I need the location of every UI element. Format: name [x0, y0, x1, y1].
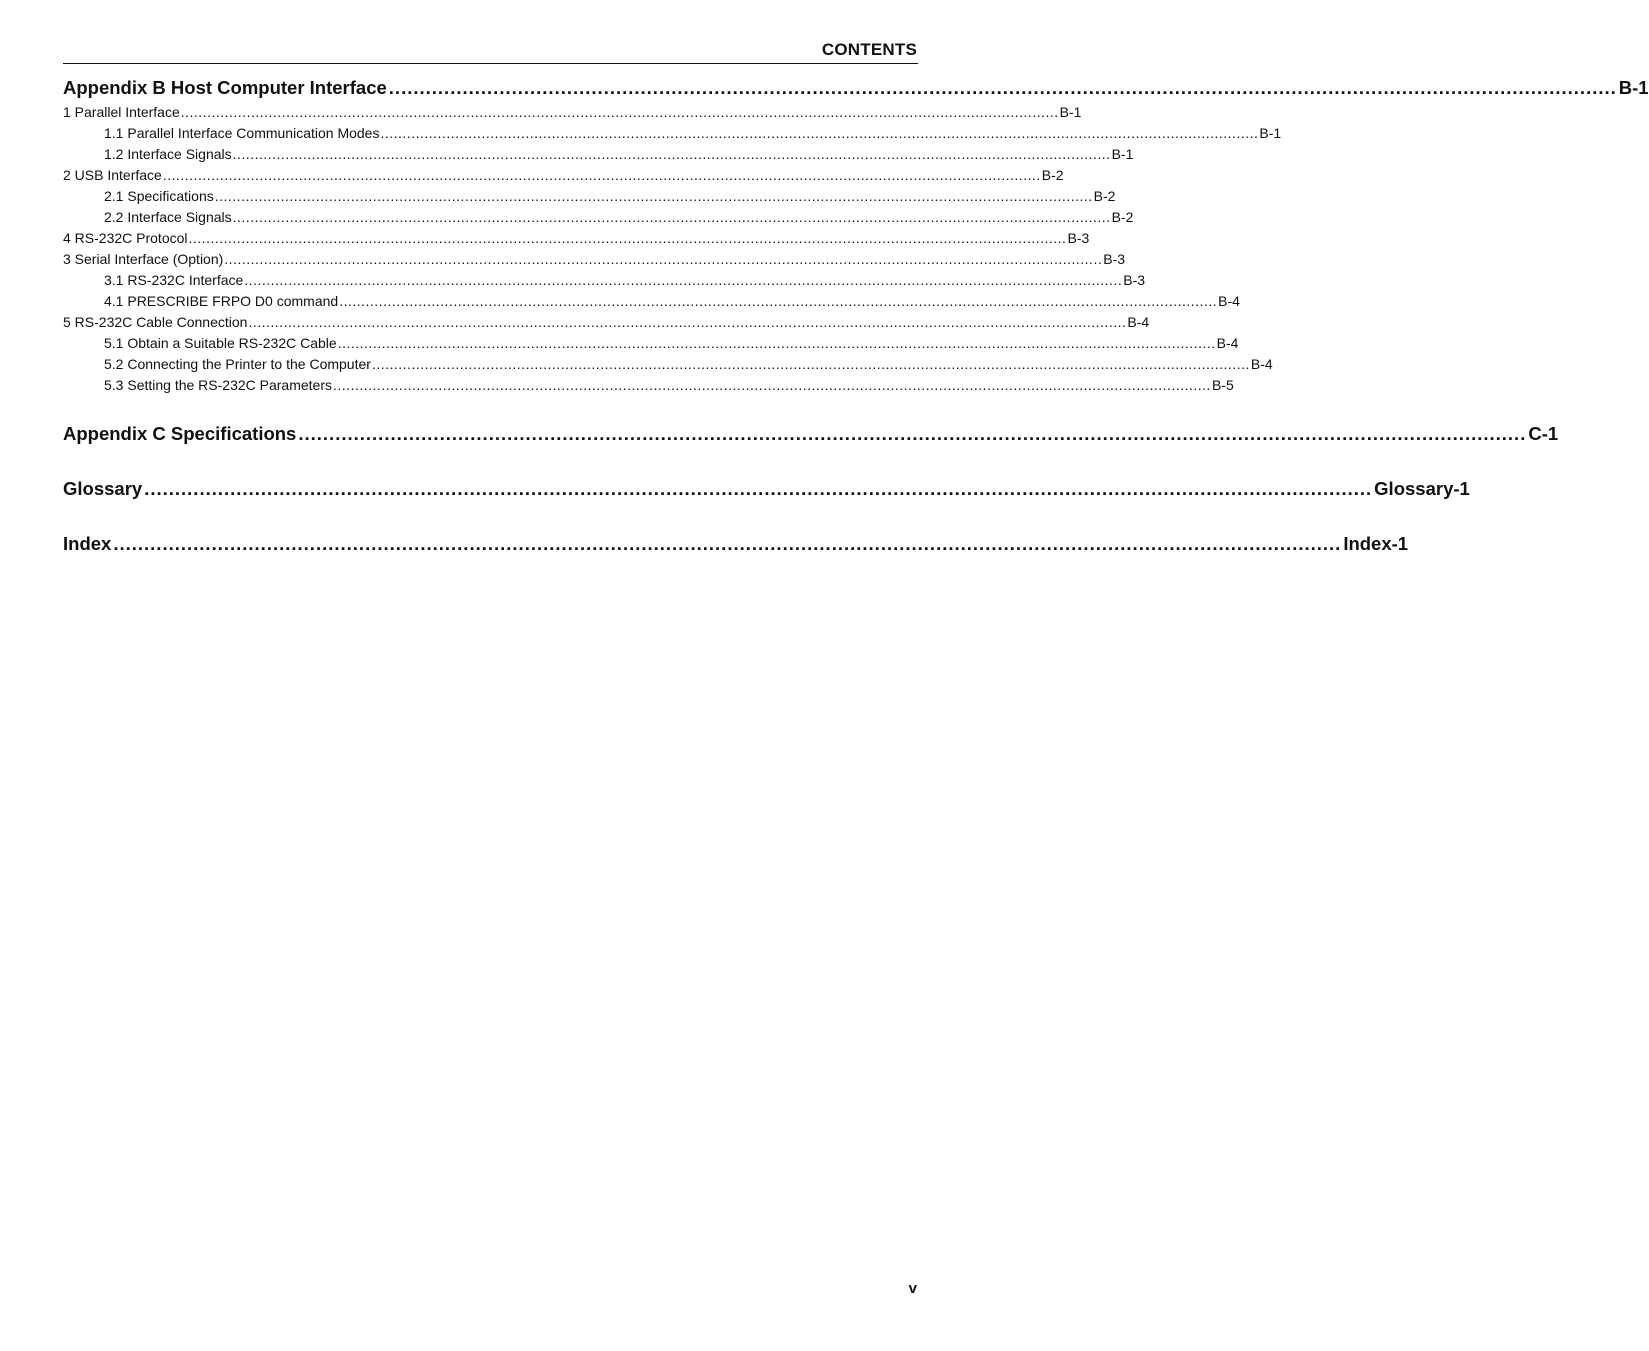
toc-heading-page: Index-1	[1343, 533, 1409, 554]
toc-subentry[interactable]	[63, 207, 1134, 228]
dot-leader: ........................................................................................................................................................................................................	[244, 272, 1123, 288]
toc-subentry[interactable]	[63, 333, 1239, 354]
dot-leader: ........................................................................................................................................................................................................	[298, 423, 1527, 444]
toc-entry-page: B-4	[1218, 293, 1240, 309]
dot-leader: ........................................................................................................................................................................................................	[380, 125, 1259, 141]
toc-heading-page: Glossary-1	[1374, 478, 1470, 499]
toc-entry-title: 5.1 Obtain a Suitable RS-232C Cable	[104, 335, 337, 351]
toc-subentry[interactable]	[63, 144, 1134, 165]
dot-leader: ........................................................................................................................................................................................................	[180, 104, 1059, 120]
toc-entry-page: B-3	[1067, 230, 1090, 246]
toc-entry-title: 1 Parallel Interface	[63, 104, 180, 120]
toc-entry-page: B-5	[1211, 377, 1234, 393]
toc-heading-glossary[interactable]	[63, 475, 1470, 503]
toc-entry-title: 3.1 RS-232C Interface	[104, 272, 244, 288]
toc-heading-page: C-1	[1528, 423, 1559, 444]
toc-entry-page: B-1	[1259, 125, 1282, 141]
toc-entry-page: B-4	[1250, 356, 1273, 372]
toc-entry[interactable]	[63, 228, 1090, 249]
dot-leader: ........................................................................................................................................................................................................	[224, 251, 1103, 267]
toc-entry[interactable]	[63, 165, 1064, 186]
header-rule	[63, 63, 918, 64]
dot-leader: ........................................................................................................................................................................................................	[337, 335, 1216, 351]
dot-leader: ........................................................................................................................................................................................................	[188, 230, 1067, 246]
toc-entry-page: B-3	[1123, 272, 1146, 288]
toc-heading-appendix-b[interactable]	[63, 74, 1649, 102]
dot-leader: ........................................................................................................................................................................................................	[388, 77, 1617, 98]
toc-entry-page: B-2	[1111, 209, 1134, 225]
page-number: v	[908, 1280, 917, 1297]
toc-heading-title: Appendix B Host Computer Interface	[63, 77, 387, 98]
toc-entry-page: B-4	[1216, 335, 1239, 351]
toc-heading-title: Appendix C Specifications	[63, 423, 297, 444]
toc-subentry[interactable]	[63, 354, 1273, 375]
toc-subentry[interactable]	[63, 375, 1234, 396]
dot-leader: ........................................................................................................................................................................................................	[339, 293, 1218, 309]
toc-entry[interactable]	[63, 102, 1082, 123]
toc-entry-page: B-4	[1127, 314, 1150, 330]
dot-leader: ........................................................................................................................................................................................................	[232, 209, 1111, 225]
dot-leader: ........................................................................................................................................................................................................	[113, 533, 1342, 554]
toc-heading-page: B-1	[1618, 77, 1649, 98]
dot-leader: ........................................................................................................................................................................................................	[144, 478, 1373, 499]
toc-entry-page: B-1	[1059, 104, 1082, 120]
dot-leader: ........................................................................................................................................................................................................	[162, 167, 1041, 183]
toc-entry-page: B-1	[1111, 146, 1134, 162]
toc-entry-page: B-2	[1041, 167, 1064, 183]
toc-entry-title: 1.1 Parallel Interface Communication Modes	[104, 125, 380, 141]
dot-leader: ........................................................................................................................................................................................................	[371, 356, 1250, 372]
toc-entry-title: 4 RS-232C Protocol	[63, 230, 188, 246]
dot-leader: ........................................................................................................................................................................................................	[333, 377, 1211, 393]
toc-heading-title: Glossary	[63, 478, 143, 499]
toc-entry-page: B-3	[1103, 251, 1126, 267]
toc-entry-title: 2 USB Interface	[63, 167, 162, 183]
toc-entry-title: 5.2 Connecting the Printer to the Computer	[104, 356, 371, 372]
toc-subentry[interactable]	[63, 186, 1116, 207]
toc-entry-title: 3 Serial Interface (Option)	[63, 251, 224, 267]
toc-entry-page: B-2	[1093, 188, 1116, 204]
toc-entry-title: 4.1 PRESCRIBE FRPO D0 command	[104, 293, 339, 309]
toc-index	[63, 530, 1409, 558]
toc-entry-title: 5.3 Setting the RS-232C Parameters	[104, 377, 333, 393]
dot-leader: ........................................................................................................................................................................................................	[232, 146, 1111, 162]
toc-entry-title: 2.1 Specifications	[104, 188, 214, 204]
toc-subentry[interactable]	[63, 123, 1282, 144]
running-head-title: CONTENTS	[821, 40, 917, 59]
toc-entry[interactable]	[63, 249, 1126, 270]
toc-subentry[interactable]	[63, 270, 1146, 291]
toc-heading-title: Index	[63, 533, 112, 554]
toc-appendix-c	[63, 420, 1559, 448]
toc-subentry[interactable]	[63, 291, 1240, 312]
dot-leader: ........................................................................................................................................................................................................	[248, 314, 1127, 330]
toc-entry-title: 5 RS-232C Cable Connection	[63, 314, 248, 330]
toc-entry-title: 2.2 Interface Signals	[104, 209, 232, 225]
dot-leader: ........................................................................................................................................................................................................	[214, 188, 1093, 204]
toc-heading-index[interactable]	[63, 530, 1409, 558]
toc-entry-title: 1.2 Interface Signals	[104, 146, 232, 162]
toc-heading-appendix-c[interactable]	[63, 420, 1559, 448]
toc-glossary	[63, 475, 1470, 503]
toc-appendix-b	[63, 74, 1649, 396]
toc-entry[interactable]	[63, 312, 1150, 333]
